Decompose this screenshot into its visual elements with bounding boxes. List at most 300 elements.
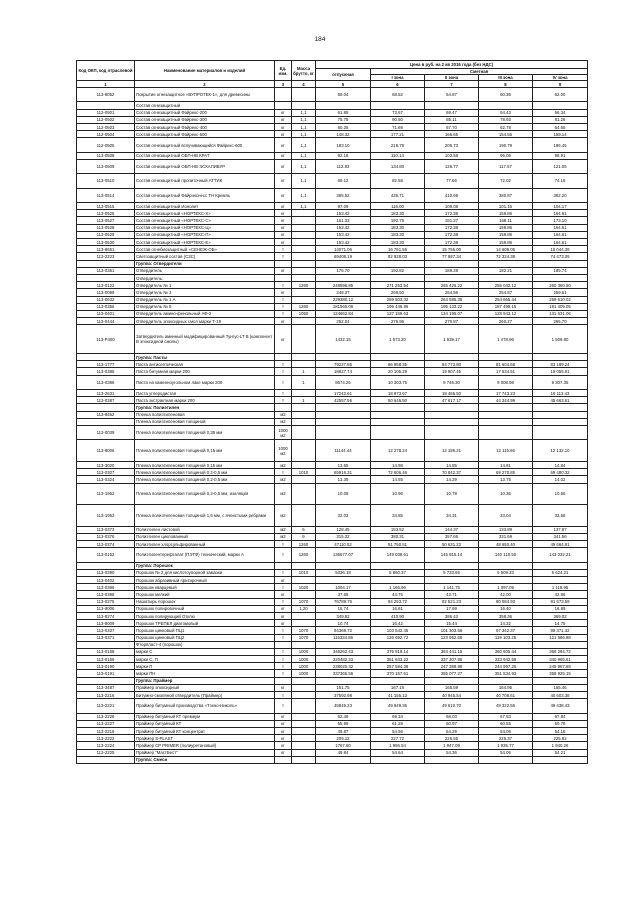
item-unit: т xyxy=(275,375,292,389)
item-name: Состав огнезащитный Файрэкснесс ТН Кремль xyxy=(135,188,275,202)
table-row xyxy=(77,418,588,425)
header-zone-1: I зона xyxy=(371,75,425,81)
item-unit: м2 xyxy=(275,505,292,527)
item-unit xyxy=(275,404,292,411)
item-name: Порошок абразивный притирочный xyxy=(135,577,275,584)
item-mass: 1,1 xyxy=(292,152,316,159)
price-zone-2: 14.29 xyxy=(425,476,479,483)
price-zone-1: 50 646.50 xyxy=(371,397,425,404)
price-zone-2: 68.03 xyxy=(425,713,479,720)
item-code: 112-0505 xyxy=(77,138,135,152)
price-release: 252.04 xyxy=(316,318,371,325)
item-unit: т xyxy=(275,692,292,699)
item-code: 113-2216 xyxy=(77,692,135,699)
item-mass: 1,20 xyxy=(292,605,316,612)
price-release: 94369.72 xyxy=(316,627,371,634)
item-code: 113-1952 xyxy=(77,483,135,505)
price-zone-4: 185.74 xyxy=(533,267,588,274)
price-zone-1: 126 692.72 xyxy=(371,634,425,641)
table-row xyxy=(77,138,588,152)
price-zone-4 xyxy=(533,677,588,684)
item-code: 113-2221 xyxy=(77,699,135,713)
price-release: 1432.15 xyxy=(316,325,371,354)
price-release: 135677.07 xyxy=(316,548,371,562)
item-name: Порошок ТРЕПЕЛ диатомовый xyxy=(135,620,275,627)
price-zone-3: 159.86 xyxy=(479,224,533,231)
item-code: 113-0190 xyxy=(77,663,135,670)
price-zone-2: 40 945.54 xyxy=(425,692,479,699)
item-name: Состав огнезащитный Ионолит xyxy=(135,203,275,210)
item-unit: т xyxy=(275,361,292,368)
item-unit: кг xyxy=(275,210,292,217)
item-name: Праймер битумный производства «Тэхно-Николь» xyxy=(135,699,275,713)
price-zone-4: 369.02 xyxy=(533,612,588,619)
price-zone-1: 34.85 xyxy=(371,505,425,527)
price-zone-3: 48 650.40 xyxy=(479,541,533,548)
item-mass xyxy=(292,641,316,648)
price-zone-2 xyxy=(425,577,479,584)
item-unit: т xyxy=(275,699,292,713)
price-release: 11144.44 xyxy=(316,440,371,462)
price-zone-1: 137 159.63 xyxy=(371,310,425,317)
price-release: 238020.32 xyxy=(316,663,371,670)
item-unit: кг xyxy=(275,605,292,612)
price-zone-1 xyxy=(371,274,425,281)
item-unit: т xyxy=(275,634,292,641)
item-code: 113-0387 xyxy=(77,397,135,404)
item-mass xyxy=(292,591,316,598)
group-row xyxy=(77,260,588,267)
item-mass xyxy=(292,231,316,238)
item-name: Состав огнезащитный Файрекс-500 xyxy=(135,131,275,138)
price-release: 153.42 xyxy=(316,231,371,238)
item-mass xyxy=(292,289,316,296)
item-mass: 1260 xyxy=(292,282,316,289)
price-release: 346262.43 xyxy=(316,648,371,655)
price-zone-1: 110.14 xyxy=(371,152,425,159)
price-zone-4: 49 664.91 xyxy=(533,541,588,548)
price-zone-1: 16.61 xyxy=(371,605,425,612)
item-code: 113-0169 xyxy=(77,656,135,663)
price-zone-2: 172.38 xyxy=(425,231,479,238)
header-zone-2: II зона xyxy=(425,75,479,81)
price-zone-1: 18 873.67 xyxy=(371,390,425,397)
item-mass xyxy=(292,742,316,749)
price-zone-2 xyxy=(425,756,479,763)
price-zone-4: 225.82 xyxy=(533,735,588,742)
price-zone-1: 192.75 xyxy=(371,217,425,224)
item-mass: 1,1 xyxy=(292,138,316,152)
price-release: 17242.61 xyxy=(316,390,371,397)
price-release: 151.75 xyxy=(316,684,371,691)
item-unit: кг xyxy=(275,325,292,354)
table-row xyxy=(77,749,588,756)
price-zone-2: 82 521.23 xyxy=(425,598,479,605)
item-code: 113-2223 xyxy=(77,253,135,260)
item-unit: кг xyxy=(275,188,292,202)
price-zone-3: 72 324.38 xyxy=(479,253,533,260)
item-code: 113-2222 xyxy=(77,735,135,742)
price-zone-4: 16.89 xyxy=(533,605,588,612)
price-zone-4: 137.87 xyxy=(533,526,588,533)
item-unit: т xyxy=(275,548,292,562)
price-release xyxy=(316,425,371,439)
table-row xyxy=(77,505,588,527)
item-code: 113-0515 xyxy=(77,203,135,210)
item-unit: кг xyxy=(275,684,292,691)
price-zone-2 xyxy=(425,404,479,411)
price-zone-4: 392.20 xyxy=(533,188,588,202)
header-unit: Ед. изм. xyxy=(275,61,292,81)
price-zone-3 xyxy=(479,418,533,425)
item-mass: 1260 xyxy=(292,548,316,562)
item-mass: 1070 xyxy=(292,627,316,634)
price-zone-4: 81.26 xyxy=(533,116,588,123)
table-row xyxy=(77,274,588,281)
price-zone-2 xyxy=(425,677,479,684)
item-code: 113-0398 xyxy=(77,591,135,598)
price-zone-4: 14.84 xyxy=(533,461,588,468)
item-unit: т xyxy=(275,303,292,310)
table-row xyxy=(77,174,588,188)
item-code: 113-3020 xyxy=(77,461,135,468)
item-name: Состав огнезащитный «НОРТЕКС-Ц» xyxy=(135,224,275,231)
item-code: 113-0191 xyxy=(77,670,135,677)
price-zone-3: 40 708.61 xyxy=(479,692,533,699)
price-zone-3: 1 478.96 xyxy=(479,325,533,354)
price-zone-4: 14.75 xyxy=(533,620,588,627)
header-mass: Масса брутто, кг xyxy=(292,61,316,81)
item-mass xyxy=(292,210,316,217)
price-release: 18827.74 xyxy=(316,368,371,375)
item-unit: кг xyxy=(275,612,292,619)
table-row xyxy=(77,152,588,159)
item-unit: м2 xyxy=(275,411,292,418)
price-zone-3: 5 509.33 xyxy=(479,569,533,576)
price-release xyxy=(316,577,371,584)
price-zone-1 xyxy=(371,102,425,109)
price-zone-1: 82 928.03 xyxy=(371,253,425,260)
item-mass xyxy=(292,325,316,354)
price-zone-2: 60.97 xyxy=(425,720,479,727)
item-unit: т xyxy=(275,670,292,677)
item-unit: т xyxy=(275,397,292,404)
price-zone-1: 183.30 xyxy=(371,239,425,246)
price-zone-1: 149 038.61 xyxy=(371,548,425,562)
price-zone-4: 1 509.80 xyxy=(533,325,588,354)
price-zone-3 xyxy=(479,274,533,281)
item-name: Паста антисептическая xyxy=(135,361,275,368)
price-release: 61.85 xyxy=(316,109,371,116)
price-zone-3: 97 342.37 xyxy=(479,627,533,634)
item-name: Пленка полиэтиленовая толщиной 0,2-0,5 мм xyxy=(135,476,275,483)
item-unit: кг xyxy=(275,109,292,116)
table-row xyxy=(77,102,588,109)
item-name: Полиэтилентерефталат (ПЭТФ) технический, марки А xyxy=(135,548,275,562)
item-name: Порошок № 2 для кислотоупорной замазки xyxy=(135,569,275,576)
table-row xyxy=(77,598,588,605)
item-mass xyxy=(292,354,316,361)
price-zone-1 xyxy=(371,418,425,425)
item-name: Отвердитель № 1 А xyxy=(135,296,275,303)
item-name: Состав огнезащитный ОБП-НВ КРАТ xyxy=(135,152,275,159)
price-zone-3: 54.06 xyxy=(479,749,533,756)
price-zone-1 xyxy=(371,577,425,584)
price-release: 60.25 xyxy=(316,123,371,130)
group-row xyxy=(77,354,588,361)
item-name: Состав огнезащитный Файрекс-200 xyxy=(135,109,275,116)
item-code: 113-2226 xyxy=(77,713,135,720)
price-zone-4: 340 965.61 xyxy=(533,656,588,663)
price-zone-3 xyxy=(479,260,533,267)
column-index-row xyxy=(77,81,588,88)
price-release: 229380.12 xyxy=(316,296,371,303)
table-row xyxy=(77,361,588,368)
item-code: 113-0530 xyxy=(77,239,135,246)
item-unit: кг xyxy=(275,749,292,756)
item-mass xyxy=(292,102,316,109)
item-name: Состав огнезащитный вспучивающийся Файрекс-600 xyxy=(135,138,275,152)
item-unit: м2 xyxy=(275,476,292,483)
price-zone-1: 380.31 xyxy=(371,533,425,540)
item-name: Состав огнезащитный xyxy=(135,102,275,109)
item-name: марки П xyxy=(135,663,275,670)
price-zone-2: 9 746.30 xyxy=(425,375,479,389)
price-zone-1: 69.34 xyxy=(371,713,425,720)
item-name: Состав огнезащитный ОБП-НВ ЭСКАЛИБУР xyxy=(135,159,275,173)
price-zone-3: 154.55 xyxy=(479,131,533,138)
price-release: 15.74 xyxy=(316,605,371,612)
price-zone-3: 60.55 xyxy=(479,720,533,727)
item-name: Порошок полирующий Отклю xyxy=(135,612,275,619)
price-release: 365.52 xyxy=(316,188,371,202)
item-mass xyxy=(292,713,316,720)
item-mass: 1,1 xyxy=(292,203,316,210)
price-zone-3: 96.06 xyxy=(479,152,533,159)
item-code xyxy=(77,274,135,281)
price-zone-1: 436.71 xyxy=(371,188,425,202)
item-code: 113-0390 xyxy=(77,569,135,576)
item-mass: 1,1 xyxy=(292,116,316,123)
price-zone-3: 78.93 xyxy=(479,116,533,123)
item-name: Праймер "МастБест" xyxy=(135,749,275,756)
price-zone-2: 103.58 xyxy=(425,152,479,159)
item-name: Отвердитель № 5 xyxy=(135,303,275,310)
price-release: 47110.52 xyxy=(316,541,371,548)
item-mass: 1010 xyxy=(292,569,316,576)
table-row xyxy=(77,131,588,138)
price-zone-2 xyxy=(425,274,479,281)
item-name: Полиэтилен листовой xyxy=(135,526,275,533)
price-zone-4: 196.45 xyxy=(533,138,588,152)
price-zone-1: 276.96 xyxy=(371,318,425,325)
item-mass: 1 xyxy=(292,375,316,389)
item-unit: кг xyxy=(275,174,292,188)
table-row xyxy=(77,541,588,548)
price-zone-3: 72.02 xyxy=(479,174,533,188)
price-zone-3 xyxy=(479,756,533,763)
item-code: 113-8006 xyxy=(77,605,135,612)
price-zone-2 xyxy=(425,102,479,109)
item-code: 113-0373 xyxy=(77,526,135,533)
item-unit xyxy=(275,88,292,102)
price-zone-2: 49 610.70 xyxy=(425,699,479,713)
item-code: 113-0374 xyxy=(77,541,135,548)
table-row xyxy=(77,735,588,742)
price-release: 37592.98 xyxy=(316,692,371,699)
item-name: Затвердитель аминный модифицированный Тунгус-LT B (компонент В эпоксидной смолы) xyxy=(135,325,275,354)
price-zone-1: 49 849.36 xyxy=(371,699,425,713)
table-row xyxy=(77,159,588,173)
item-mass xyxy=(292,483,316,505)
price-zone-2: 364 441.15 xyxy=(425,648,479,655)
item-unit: кг xyxy=(275,742,292,749)
item-code: 113-1953 xyxy=(77,505,135,527)
price-release: 153.42 xyxy=(316,224,371,231)
item-mass xyxy=(292,361,316,368)
price-zone-1: 86 958.35 xyxy=(371,361,425,368)
price-zone-2: 270.87 xyxy=(425,318,479,325)
price-zone-4: 74.16 xyxy=(533,174,588,188)
item-name: Праймер CP PRIMER (полиуретановый) xyxy=(135,742,275,749)
item-unit xyxy=(275,102,292,109)
price-zone-4: 42.86 xyxy=(533,591,588,598)
table-row xyxy=(77,620,588,627)
table-row xyxy=(77,526,588,533)
price-zone-3: 13.75 xyxy=(479,476,533,483)
table-row xyxy=(77,325,588,354)
price-zone-4 xyxy=(533,425,588,439)
item-name: Состав огнезащитный «НОРТЕКС-Х» xyxy=(135,210,275,217)
item-code: 113-8006 xyxy=(77,440,135,462)
price-zone-3: 44 344.99 xyxy=(479,397,533,404)
item-mass: 1260 xyxy=(292,303,316,310)
price-zone-4: 164.61 xyxy=(533,231,588,238)
item-unit xyxy=(275,677,292,684)
price-zone-2: 205.73 xyxy=(425,138,479,152)
table-row xyxy=(77,203,588,210)
price-zone-1: 177.21 xyxy=(371,131,425,138)
price-zone-3: 69 270.85 xyxy=(479,469,533,476)
price-zone-4 xyxy=(533,577,588,584)
price-zone-4: 83 189.24 xyxy=(533,361,588,368)
column-index: 3 xyxy=(275,81,292,88)
price-zone-1: 90.50 xyxy=(371,116,425,123)
item-unit: кг xyxy=(275,217,292,224)
item-unit xyxy=(275,562,292,569)
item-name: Порошок кварцевый xyxy=(135,584,275,591)
price-release: 37.65 xyxy=(316,591,371,598)
item-name: Отвердитель № 1 xyxy=(135,282,275,289)
price-zone-1: 410.90 xyxy=(371,612,425,619)
price-zone-2: 77.66 xyxy=(425,174,479,188)
item-unit: кг xyxy=(275,203,292,210)
item-unit: т xyxy=(275,598,292,605)
table-row xyxy=(77,310,588,317)
price-release xyxy=(316,260,371,267)
price-zone-1: 183.30 xyxy=(371,210,425,217)
price-release xyxy=(316,274,371,281)
item-name: Группа: Порошок xyxy=(135,562,275,569)
item-unit: м2 xyxy=(275,483,292,505)
item-mass xyxy=(292,404,316,411)
price-release: 5336.18 xyxy=(316,569,371,576)
item-mass xyxy=(292,720,316,727)
price-release: 115334.86 xyxy=(316,634,371,641)
price-release: 148.32 xyxy=(316,131,371,138)
item-code: 112-0503 xyxy=(77,123,135,130)
price-release: 153.42 xyxy=(316,239,371,246)
price-zone-3: 16.40 xyxy=(479,605,533,612)
item-name: Паста на каменноугольном лаке марки 200 xyxy=(135,375,275,389)
price-release: 209.12 xyxy=(316,735,371,742)
price-zone-3 xyxy=(479,404,533,411)
item-name: Пленка полиэтиленовая толщиной 0,15 мм xyxy=(135,440,275,462)
item-mass xyxy=(292,684,316,691)
item-mass xyxy=(292,677,316,684)
item-mass xyxy=(292,217,316,224)
price-zone-2: 247 388.98 xyxy=(425,663,479,670)
price-release: 76789.75 xyxy=(316,598,371,605)
price-zone-2 xyxy=(425,260,479,267)
price-zone-1: 5 860.37 xyxy=(371,569,425,576)
item-mass xyxy=(292,260,316,267)
price-zone-3 xyxy=(479,102,533,109)
price-zone-2: 109.08 xyxy=(425,203,479,210)
table-row xyxy=(77,282,588,289)
item-mass: 1000 xyxy=(292,648,316,655)
price-zone-3: 67.53 xyxy=(479,713,533,720)
price-zone-2: 15 755.00 xyxy=(425,246,479,253)
item-unit: кг xyxy=(275,131,292,138)
item-mass xyxy=(292,727,316,734)
price-zone-3: 119 103.25 xyxy=(479,634,533,641)
price-zone-2: 67.70 xyxy=(425,123,479,130)
item-mass xyxy=(292,253,316,260)
table-row xyxy=(77,296,588,303)
price-release xyxy=(316,418,371,425)
item-name: Отвердитель эпоксидных смол марки Т-19 xyxy=(135,318,275,325)
price-zone-4 xyxy=(533,418,588,425)
item-name: Состав огнезащитный Файрекс-300 xyxy=(135,116,275,123)
table-row xyxy=(77,109,588,116)
price-release: 315.32 xyxy=(316,533,371,540)
item-mass: 1 xyxy=(292,368,316,375)
price-zone-4: 10.66 xyxy=(533,483,588,505)
item-unit: т xyxy=(275,253,292,260)
table-row xyxy=(77,483,588,505)
price-zone-1: 61.28 xyxy=(371,720,425,727)
price-zone-2: 47 617.17 xyxy=(425,397,479,404)
price-zone-3: 81 604.68 xyxy=(479,361,533,368)
price-zone-1: 82.58 xyxy=(371,174,425,188)
price-zone-3: 164.95 xyxy=(479,684,533,691)
item-code: 113-8052 xyxy=(77,88,135,102)
price-zone-3: 10.36 xyxy=(479,483,533,505)
item-name: Состав огнезащитный «НОРТЕКС-П» xyxy=(135,231,275,238)
item-unit xyxy=(275,756,292,763)
item-name: Состав огнезащитный Файрекс-400 xyxy=(135,123,275,130)
price-release: 8674.26 xyxy=(316,375,371,389)
item-name: Праймер S-PLAST xyxy=(135,735,275,742)
item-code: 113-0526 xyxy=(77,210,135,217)
price-zone-3: 190.79 xyxy=(479,138,533,152)
item-mass: 1260 xyxy=(292,541,316,548)
price-zone-3 xyxy=(479,641,533,648)
item-name: Пленка полиэтиленовая толщиной xyxy=(135,418,275,425)
price-release xyxy=(316,677,371,684)
price-zone-2: 189.28 xyxy=(425,267,479,274)
